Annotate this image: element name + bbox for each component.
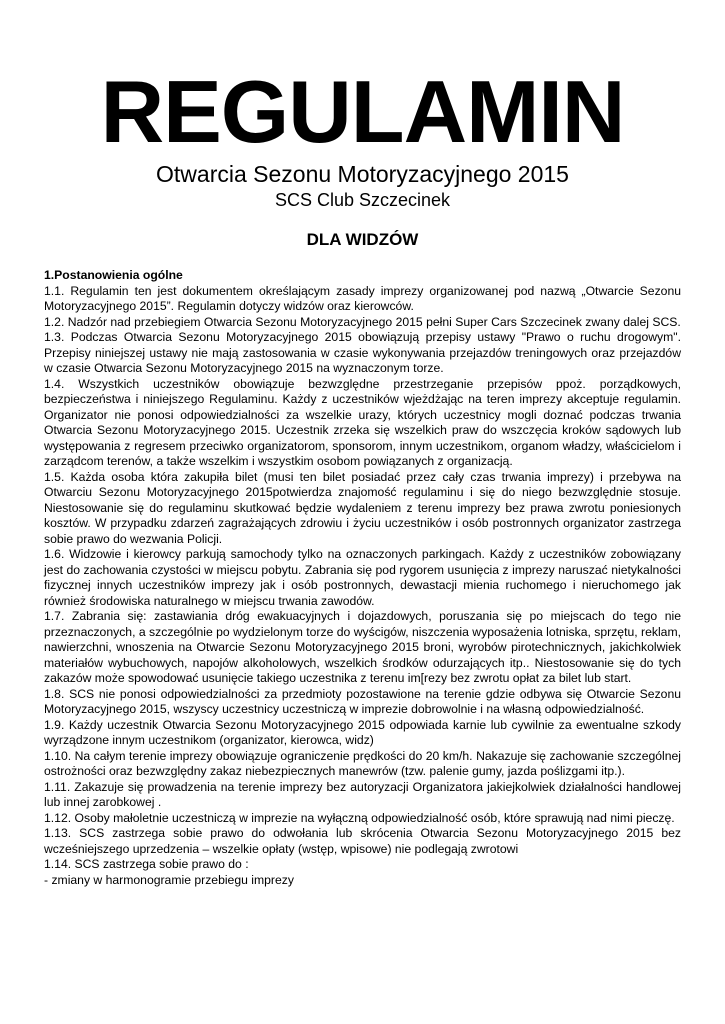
paragraph-1-2: 1.2. Nadzór nad przebiegiem Otwarcia Sezonu Motoryzacyjnego 2015 pełni Super Cars Szczecinek zwany dalej SCS. [44, 314, 681, 329]
regulations-body [44, 268, 681, 888]
document-subtitle: Otwarcia Sezonu Motoryzacyjnego 2015 [156, 161, 569, 187]
paragraph-1-4: 1.4. Wszystkich uczestników obowiązuje bezwzględne przestrzeganie przepisów ppoż. porządkowych, bezpieczeństwa i niniejszego Regulaminu. Każdy z uczestników wjeżdżając na teren imprezy akceptuje regulamin. Organizator nie ponosi odpowiedzialności za wszelkie urazy, których uczestnicy mogli doznać podczas trwania Otwarcia Sezonu Motoryzacyjnego 2015. Uczestnik zrzeka się wszelkich praw do wszczęcia kroków sądowych lub występowania z regresem przeciwko organizatorom, sponsorom, innym uczestnikom, organom władzy, właścicielom i zarządcom terenów, a także wszelkim i wszystkim osobom powiązanych z organizacją. [44, 376, 681, 468]
club-name: SCS Club Szczecinek [274, 190, 451, 210]
paragraph-1-7: 1.7. Zabrania się: zastawiania dróg ewakuacyjnych i dojazdowych, poruszania się po miejscach do tego nie przeznaczonych, a szczególnie po wydzielonym torze do wyścigów, niszczenia wyposażenia lotniska, sprzętu, reklam, nawierzchni, wnoszenia na Otwarcie Sezonu Motoryzacyjnego 2015 broni, wyrobów pirotechnicznych, jakichkolwiek materiałów wybuchowych, napojów alkoholowych, wszelkich środków odurzających itp.. Niestosowanie się do tych zakazów może spowodować usunięcie takiego uczestnika z terenu im[rezy bez zwrotu opłat za bilet lub start. [44, 609, 681, 685]
paragraph-1-5: 1.5. Każda osoba która zakupiła bilet (musi ten bilet posiadać przez cały czas trwania imprezy) i przebywa na Otwarciu Sezonu Motoryzacyjnego 2015potwierdza znajomość regulaminu i się do niego bezwzględnie stosuje. Niestosowanie się do regulaminu skutkować będzie wydaleniem z terenu imprezy bez prawa zwrotu poniesionych kosztów. W przypadku zdarzeń zagrażających zdrowiu i życiu uczestników i osób postronnych organizator zastrzega sobie prawo do wezwania Policji. [44, 469, 681, 546]
document-title: REGULAMIN [100, 62, 625, 161]
audience-heading: DLA WIDZÓW [306, 230, 419, 249]
paragraph-1-13: 1.13. SCS zastrzega sobie prawo do odwołania lub skrócenia Otwarcia Sezonu Motoryzacyjnego 2015 bez wcześniejszego uprzedzenia – wszelkie opłaty (wstęp, wpisowe) nie podlegają zwrotowi [44, 826, 681, 856]
paragraph-1-14: 1.14. SCS zastrzega sobie prawo do : [44, 857, 249, 871]
list-item-schedule-changes: - zmiany w harmonogramie przebiegu imprezy [44, 872, 294, 887]
paragraph-1-12: 1.12. Osoby małoletnie uczestniczą w imprezie na wyłączną odpowiedzialność osób, które sprawują nad nimi pieczę. [44, 810, 675, 825]
paragraph-1-8: 1.8. SCS nie ponosi odpowiedzialności za przedmioty pozostawione na terenie gdzie odbywa się Otwarcie Sezonu Motoryzacyjnego 2015, wszyscy uczestnicy uczestniczą w imprezie dobrowolnie i na własną odpowiedzialność. [44, 686, 681, 716]
section-heading: 1.Postanowienia ogólne [44, 268, 183, 282]
paragraph-1-6: 1.6. Widzowie i kierowcy parkują samochody tylko na oznaczonych parkingach. Każdy z uczestników zobowiązany jest do zachowania czystości w miejscu pobytu. Zabrania się pod rygorem usunięcia z imprezy naruszać nietykalności fizycznej innych uczestników imprezy jak i osób postronnych, dewastacji mienia ruchomego i nieruchomego jak również środowiska naturalnego w miejscu trwania zawodów. [44, 547, 681, 608]
paragraph-1-11: 1.11. Zakazuje się prowadzenia na terenie imprezy bez autoryzacji Organizatora jakiejkolwiek działalności handlowej lub innej zarobkowej . [44, 779, 681, 809]
paragraph-1-10: 1.10. Na całym terenie imprezy obowiązuje ograniczenie prędkości do 20 km/h. Nakazuje się zachowanie szczególnej ostrożności oraz bezwzględny zakaz niebezpiecznych manewrów (tzw. palenie gumy, jazda poślizgami itp.). [44, 748, 681, 778]
paragraph-1-9: 1.9. Każdy uczestnik Otwarcia Sezonu Motoryzacyjnego 2015 odpowiada karnie lub cywilnie za ewentualne szkody wyrządzone innym uczestnikom (organizator, kierowca, widz) [44, 717, 681, 747]
paragraph-1-1: 1.1. Regulamin ten jest dokumentem określającym zasady imprezy organizowanej pod nazwą „Otwarcie Sezonu Motoryzacyjnego 2015”. Regulamin dotyczy widzów oraz kierowców. [44, 283, 681, 313]
paragraph-1-3: 1.3. Podczas Otwarcia Sezonu Motoryzacyjnego 2015 obowiązują przepisy ustawy "Prawo o ruchu drogowym". Przepisy niniejszej ustawy nie mają zastosowania w czasie wykonywania przejazdów treningowych oraz przejazdów w czasie Otwarcia Sezonu Motoryzacyjnego 2015 na wyznaczonym torze. [44, 330, 681, 375]
